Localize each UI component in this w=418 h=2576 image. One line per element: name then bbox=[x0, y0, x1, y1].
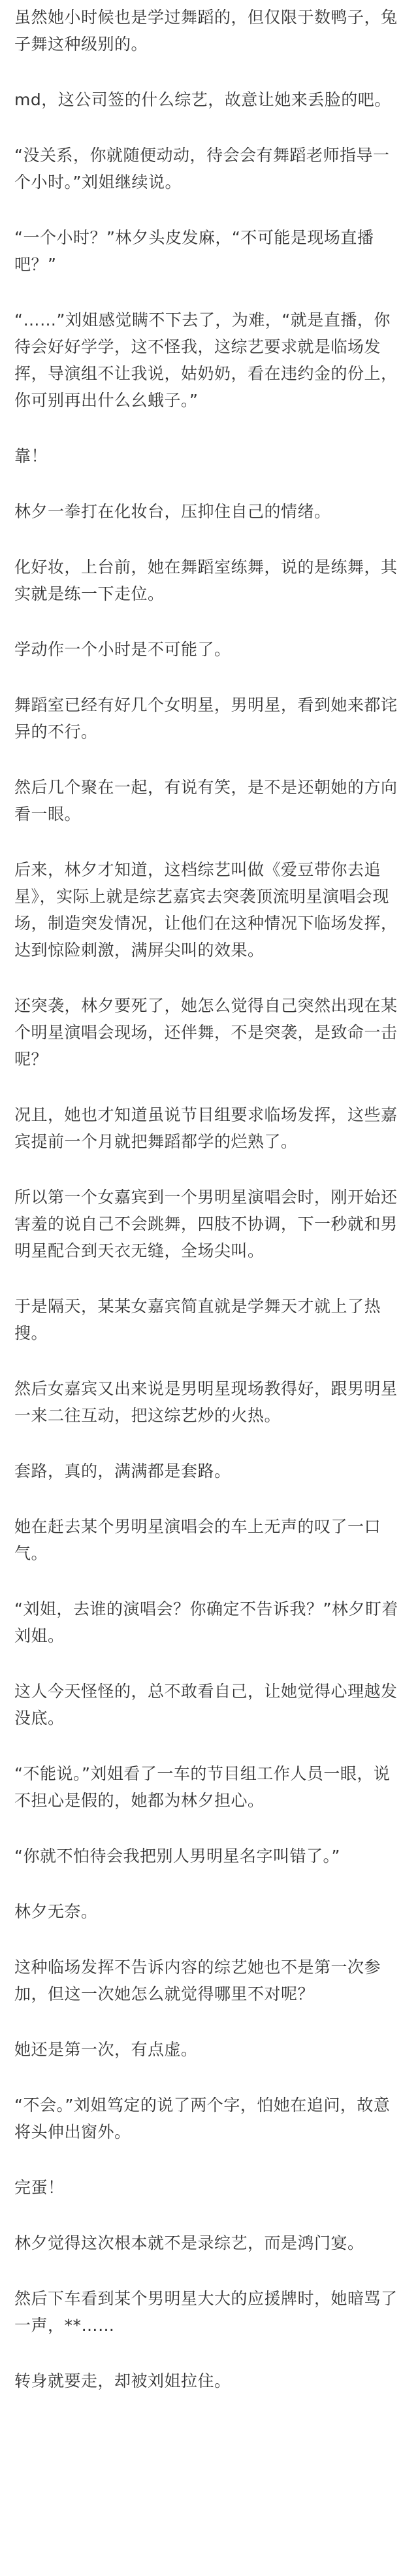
paragraph: 还突袭，林夕要死了，她怎么觉得自己突然出现在某个明星演唱会现场，还伴舞，不是突袭，是致命一击呢？ bbox=[14, 996, 398, 1069]
paragraph: 后来，林夕才知道，这档综艺叫做《爱豆带你去追星》，实际上就是综艺嘉宾去突袭顶流明星演唱会现场，制造突发情况，让他们在这种情况下临场发挥，达到惊险刺激，满屏尖叫的效果。 bbox=[14, 860, 398, 960]
paragraph: 林夕一拳打在化妆台，压抑住自己的情绪。 bbox=[14, 502, 331, 521]
paragraph: “不会。”刘姐笃定的说了两个字，怕她在追问，故意将头伸出窗外。 bbox=[14, 2096, 391, 2141]
paragraph: 林夕无奈。 bbox=[14, 1902, 98, 1921]
paragraph: 舞蹈室已经有好几个女明星，男明星，看到她来都诧异的不行。 bbox=[14, 695, 398, 741]
paragraph: “……”刘姐感觉瞒不下去了，为难，“就是直播，你待会好好学学，这不怪我，这综艺要求就是临场发挥，导演组不让我说，姑奶奶，看在违约金的份上，你可别再出什么幺蛾子。” bbox=[14, 310, 398, 410]
paragraph: 这人今天怪怪的，总不敢看自己，让她觉得心理越发没底。 bbox=[14, 1682, 398, 1728]
paragraph: 然后下车看到某个男明星大大的应援牌时，她暗骂了一声，**…… bbox=[14, 2289, 398, 2335]
paragraph: 化好妆，上台前，她在舞蹈室练舞，说的是练舞，其实就是练一下走位。 bbox=[14, 558, 398, 603]
paragraph: “刘姐，去谁的演唱会？你确定不告诉我？”林夕盯着刘姐。 bbox=[14, 1599, 398, 1645]
paragraph: “一个小时？”林夕头皮发麻，“不可能是现场直播吧？” bbox=[14, 228, 374, 274]
paragraph: md，这公司签的什么综艺，故意让她来丢脸的吧。 bbox=[14, 90, 391, 109]
paragraph: 所以第一个女嘉宾到一个男明星演唱会时，刚开始还害羞的说自己不会跳舞，四肢不协调，下一秒就和男明星配合到天衣无缝，全场尖叫。 bbox=[14, 1188, 398, 1260]
paragraph: 套路，真的，满满都是套路。 bbox=[14, 1462, 231, 1480]
paragraph: 靠！ bbox=[14, 446, 48, 465]
paragraph: 然后几个聚在一起，有说有笑，是不是还朝她的方向看一眼。 bbox=[14, 778, 398, 824]
paragraph: “不能说。”刘姐看了一车的节目组工作人员一眼，说不担心是假的，她都为林夕担心。 bbox=[14, 1764, 391, 1810]
paragraph: 学动作一个小时是不可能了。 bbox=[14, 640, 231, 659]
paragraph: 她在赶去某个男明星演唱会的车上无声的叹了一口气。 bbox=[14, 1517, 381, 1563]
paragraph: 虽然她小时候也是学过舞蹈的，但仅限于数鸭子，兔子舞这种级别的。 bbox=[14, 8, 398, 54]
paragraph: “你就不怕待会我把别人男明星名字叫错了。” bbox=[14, 1847, 340, 1865]
paragraph: 林夕觉得这次根本就不是录综艺，而是鸿门宴。 bbox=[14, 2233, 364, 2252]
paragraph: “没关系，你就随便动动，待会会有舞蹈老师指导一个小时。”刘姐继续说。 bbox=[14, 146, 390, 192]
paragraph: 转身就要走，却被刘姐拉住。 bbox=[14, 2371, 231, 2390]
paragraph: 完蛋！ bbox=[14, 2178, 65, 2197]
paragraph: 于是隔天，某某女嘉宾简直就是学舞天才就上了热搜。 bbox=[14, 1297, 381, 1343]
paragraph: 她还是第一次，有点虚。 bbox=[14, 2040, 198, 2059]
paragraph: 然后女嘉宾又出来说是男明星现场教得好，跟男明星一来二往互动，把这综艺炒的火热。 bbox=[14, 1379, 398, 1425]
paragraph: 这种临场发挥不告诉内容的综艺她也不是第一次参加，但这一次她怎么就觉得哪里不对呢？ bbox=[14, 1958, 381, 2003]
paragraph: 况且，她也才知道虽说节目组要求临场发挥，这些嘉宾提前一个月就把舞蹈都学的烂熟了。 bbox=[14, 1105, 398, 1151]
